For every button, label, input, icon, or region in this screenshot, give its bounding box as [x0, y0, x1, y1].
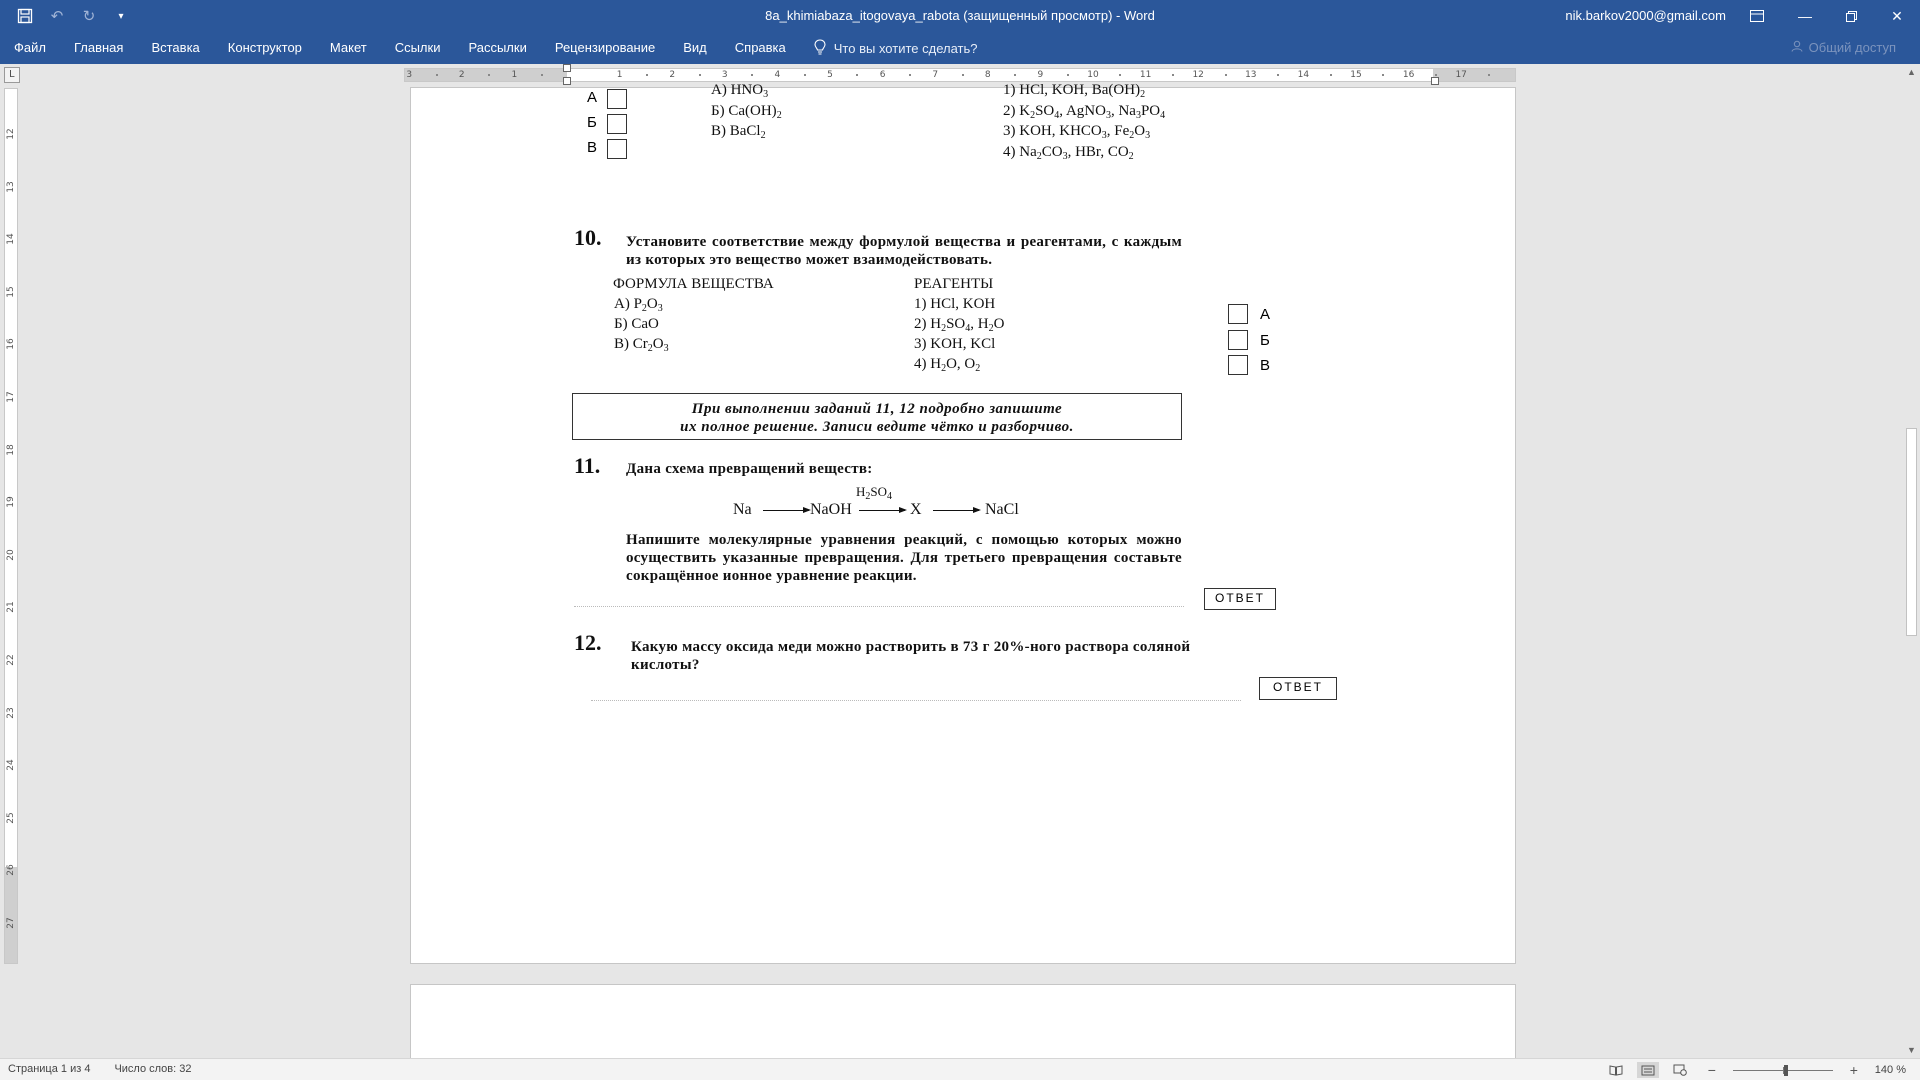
ruler-tick-mark [804, 74, 806, 76]
ruler-tick-mark [1119, 74, 1121, 76]
ruler-tick-label: 7 [932, 70, 939, 80]
scheme-nacl: NaCl [985, 501, 1019, 518]
q9-answer-box-a[interactable] [607, 89, 627, 109]
ruler-tick-mark [909, 74, 911, 76]
ruler-tick-mark [1067, 74, 1069, 76]
ruler-tick-mark [1172, 74, 1174, 76]
user-account[interactable]: nik.barkov2000@gmail.com [1565, 8, 1726, 23]
q9-reagent-4: 4) $Na_2CO_3$, HBr, $CO_2$ [1003, 144, 1134, 162]
q9-box-label-a: А [587, 89, 598, 106]
arrow-icon [859, 510, 905, 511]
arrow-icon [933, 510, 979, 511]
q12-number: 12. [574, 630, 602, 655]
answer-line [591, 700, 1241, 701]
q11-scheme [733, 484, 1063, 524]
answer-line [574, 606, 1184, 607]
ruler-tick-label: 1 [616, 70, 623, 80]
q10-col2-header: РЕАГЕНТЫ [914, 276, 994, 292]
ruler-tick-label: 26 [6, 864, 16, 877]
scheme-naoh: NaOH [810, 501, 852, 518]
word-count[interactable]: Число слов: 32 [114, 1063, 192, 1075]
left-indent-marker[interactable] [563, 77, 571, 85]
redo-icon[interactable]: ↻ [82, 8, 96, 25]
q12-text: Какую массу оксида меди можно растворить в 73 г 20%-ного раствора соляной кислоты? [631, 639, 1191, 673]
q10-reagent-1: 1) HCl, KOH [914, 296, 996, 312]
tab-review[interactable]: Рецензирование [554, 40, 656, 55]
ruler-tick-mark [1382, 74, 1384, 76]
ruler-tick-label: 4 [774, 70, 781, 80]
undo-icon[interactable]: ↶ [50, 8, 64, 25]
q10-box-label-b: Б [1260, 332, 1270, 349]
ruler-tick-label: 3 [406, 70, 413, 80]
ruler-tick-label: 14 [1297, 70, 1310, 80]
tab-help[interactable]: Справка [734, 40, 786, 55]
ruler-tick-label: 25 [6, 812, 16, 824]
title-bar [0, 0, 1920, 32]
zoom-knob[interactable] [1784, 1065, 1788, 1076]
zoom-out-icon[interactable]: − [1707, 1062, 1716, 1078]
tab-home[interactable]: Главная [73, 40, 124, 55]
q11-task: Напишите молекулярные уравнения реакций, с помощью которых можно осуществить указанные превращения. Для третьего превращения составьте сокращённое ионное уравнение реакции. [626, 532, 1182, 584]
ruler-tick-label: 12 [6, 128, 16, 140]
q10-formula-b: Б) CaO [614, 316, 659, 332]
ruler-tick-label: 22 [6, 654, 16, 666]
q9-formula-a: А) $HNO_3$ [711, 82, 769, 100]
vertical-scrollbar[interactable] [1903, 64, 1920, 1058]
ruler-tick-label: 18 [6, 443, 16, 456]
tab-layout[interactable]: Макет [329, 40, 367, 55]
q10-answer-box-b[interactable] [1228, 330, 1248, 350]
q9-formula-b: Б) $Ca(OH)_2$ [711, 103, 782, 121]
scheme-x: X [910, 501, 922, 518]
tab-mailings[interactable]: Рассылки [468, 40, 527, 55]
ruler-tick-label: 14 [6, 233, 16, 245]
ruler-tick-mark [436, 74, 438, 76]
ruler-tick-mark [488, 74, 490, 76]
ruler-tick-mark [1330, 74, 1332, 76]
q11-answer-box[interactable]: ОТВЕТ [1204, 588, 1276, 610]
ruler-tick-label: 8 [984, 70, 991, 80]
zoom-level[interactable]: 140 % [1874, 1064, 1906, 1076]
ruler-tick-label: 2 [669, 70, 676, 80]
q10-reagent-2: 2) $H_2SO_4$, $H_2O$ [914, 316, 1005, 334]
status-bar [0, 1058, 1920, 1080]
ruler-tick-mark [962, 74, 964, 76]
ruler-tick-label: 16 [1402, 70, 1415, 80]
ruler-tick-label: 17 [6, 391, 16, 403]
tab-selector[interactable]: L [4, 67, 20, 83]
zoom-slider[interactable] [1733, 1063, 1833, 1077]
document-page[interactable] [410, 82, 1516, 964]
print-layout-icon[interactable] [1637, 1062, 1659, 1078]
q9-answer-box-b[interactable] [607, 114, 627, 134]
ruler-tick-mark [1277, 74, 1279, 76]
scrollbar-thumb[interactable] [1906, 428, 1917, 636]
first-line-indent-marker[interactable] [563, 64, 571, 72]
horizontal-ruler[interactable] [404, 68, 1516, 82]
ruler-tick-mark [856, 74, 858, 76]
read-mode-icon[interactable] [1605, 1062, 1627, 1078]
share-label: Общий доступ [1808, 40, 1896, 55]
ruler-tick-mark [1488, 74, 1490, 76]
ruler-tick-mark [646, 74, 648, 76]
q9-formula-c: В) BaCl$_2$ [711, 123, 766, 141]
tab-insert[interactable]: Вставка [151, 40, 200, 55]
ruler-tick-label: 15 [6, 286, 16, 298]
window-controls [1782, 0, 1920, 32]
customize-toolbar-icon[interactable]: ▾ [118, 10, 124, 22]
tab-view[interactable]: Вид [683, 40, 707, 55]
right-indent-marker[interactable] [1431, 77, 1439, 85]
q10-box-label-a: А [1260, 306, 1271, 323]
ruler-tick-label: 16 [6, 338, 16, 351]
tab-references[interactable]: Ссылки [394, 40, 441, 55]
q10-text: Установите соответствие между формулой вещества и реагентами, с каждым из которых это вещество может взаимодействовать. [626, 234, 1182, 268]
lightbulb-icon [814, 39, 826, 58]
zoom-in-icon[interactable]: + [1849, 1062, 1858, 1078]
q9-box-label-c: В [587, 139, 598, 156]
ruler-tick-label: 13 [1245, 70, 1257, 80]
ribbon-tabs [0, 32, 977, 64]
restore-icon[interactable] [1828, 0, 1874, 32]
q10-formula-c: В) $Cr_2O_3$ [614, 336, 669, 354]
ruler-tick-label: 19 [6, 496, 16, 508]
share-button[interactable] [1791, 40, 1896, 55]
q9-reagent-2: 2) $K_2SO_4$, AgNO$_3$, $Na_3PO_4$ [1003, 103, 1166, 121]
ruler-right-margin [1433, 69, 1515, 81]
ruler-bottom-margin [5, 867, 17, 963]
q10-col1-header: ФОРМУЛА ВЕЩЕСТВА [613, 276, 774, 292]
ruler-left-margin [405, 69, 567, 81]
scroll-up-icon[interactable]: ▲ [1907, 67, 1916, 77]
instruction-notice [572, 393, 1182, 440]
ruler-tick-label: 1 [511, 70, 518, 80]
q10-answer-box-c[interactable] [1228, 355, 1248, 375]
q10-reagent-4: 4) $H_2O$, $O_2$ [914, 356, 981, 374]
person-icon [1791, 40, 1803, 55]
status-left [8, 1063, 192, 1075]
q9-answer-box-c[interactable] [607, 139, 627, 159]
ruler-tick-label: 3 [721, 70, 728, 80]
ruler-tick-label: 12 [1192, 70, 1204, 80]
minimize-icon[interactable]: — [1798, 8, 1812, 24]
q9-reagent-1: 1) HCl, KOH, $Ba(OH)_2$ [1003, 82, 1146, 100]
ruler-tick-mark [1435, 74, 1437, 76]
tell-me-label: Что вы хотите сделать? [833, 40, 978, 56]
ruler-tick-label: 23 [6, 706, 16, 719]
ruler-tick-label: 2 [458, 70, 465, 80]
q10-answer-box-a[interactable] [1228, 304, 1248, 324]
scheme-reagent: $H_2SO_4$ [856, 484, 893, 502]
web-layout-icon[interactable] [1669, 1062, 1691, 1078]
ruler-tick-label: 20 [6, 549, 16, 561]
q10-number: 10. [574, 225, 602, 250]
ruler-tick-label: 27 [6, 917, 16, 929]
document-title: 8a_khimiabaza_itogovaya_rabota (защищенный просмотр) - Word [765, 8, 1155, 23]
tab-file[interactable]: Файл [14, 40, 46, 55]
document-page[interactable] [410, 984, 1516, 1064]
ruler-tick-label: 15 [1350, 70, 1362, 80]
notice-line-2: их полное решение. Записи ведите чётко и разборчиво. [680, 419, 1074, 435]
q10-reagent-3: 3) KOH, KCl [914, 336, 996, 352]
tab-design[interactable]: Конструктор [227, 40, 302, 55]
q9-reagent-3: 3) KOH, $KHCO_3$, $Fe_2O_3$ [1003, 123, 1151, 141]
q11-text: Дана схема превращений веществ: [626, 461, 873, 477]
ruler-tick-label: 17 [1455, 70, 1467, 80]
ruler-tick-label: 5 [827, 70, 833, 80]
ruler-tick-mark [1225, 74, 1227, 76]
ribbon-display-options-icon[interactable] [1734, 6, 1780, 26]
ruler-tick-mark [751, 74, 753, 76]
ruler-tick-label: 11 [1139, 70, 1152, 80]
ribbon-tabs-bar [0, 32, 1920, 64]
q10-formula-a: А) $P_2O_3$ [614, 296, 663, 314]
tell-me-search[interactable] [800, 39, 978, 58]
close-icon[interactable]: ✕ [1891, 7, 1903, 24]
ruler-tick-label: 13 [6, 180, 16, 193]
scheme-na: Na [733, 501, 752, 518]
q12-answer-box[interactable]: ОТВЕТ [1259, 677, 1337, 700]
ruler-tick-label: 10 [1087, 70, 1099, 80]
status-right [1605, 1062, 1906, 1078]
vertical-ruler[interactable] [4, 88, 18, 964]
ruler-tick-label: 24 [6, 759, 16, 771]
q11-number: 11. [574, 453, 601, 478]
ruler-tick-label: 6 [879, 70, 886, 80]
page-count[interactable]: Страница 1 из 4 [8, 1063, 91, 1075]
ruler-tick-mark [1014, 74, 1016, 76]
q10-box-label-c: В [1260, 357, 1271, 374]
notice-line-1: При выполнении заданий 11, 12 подробно запишите [691, 401, 1063, 417]
scroll-down-icon[interactable]: ▼ [1907, 1045, 1916, 1055]
ruler-tick-label: 9 [1037, 70, 1044, 80]
ruler-tick-label: 21 [6, 601, 16, 614]
ruler-tick-mark [541, 74, 543, 76]
q9-box-label-b: Б [587, 114, 597, 131]
arrow-icon [763, 510, 809, 511]
ruler-tick-mark [699, 74, 701, 76]
